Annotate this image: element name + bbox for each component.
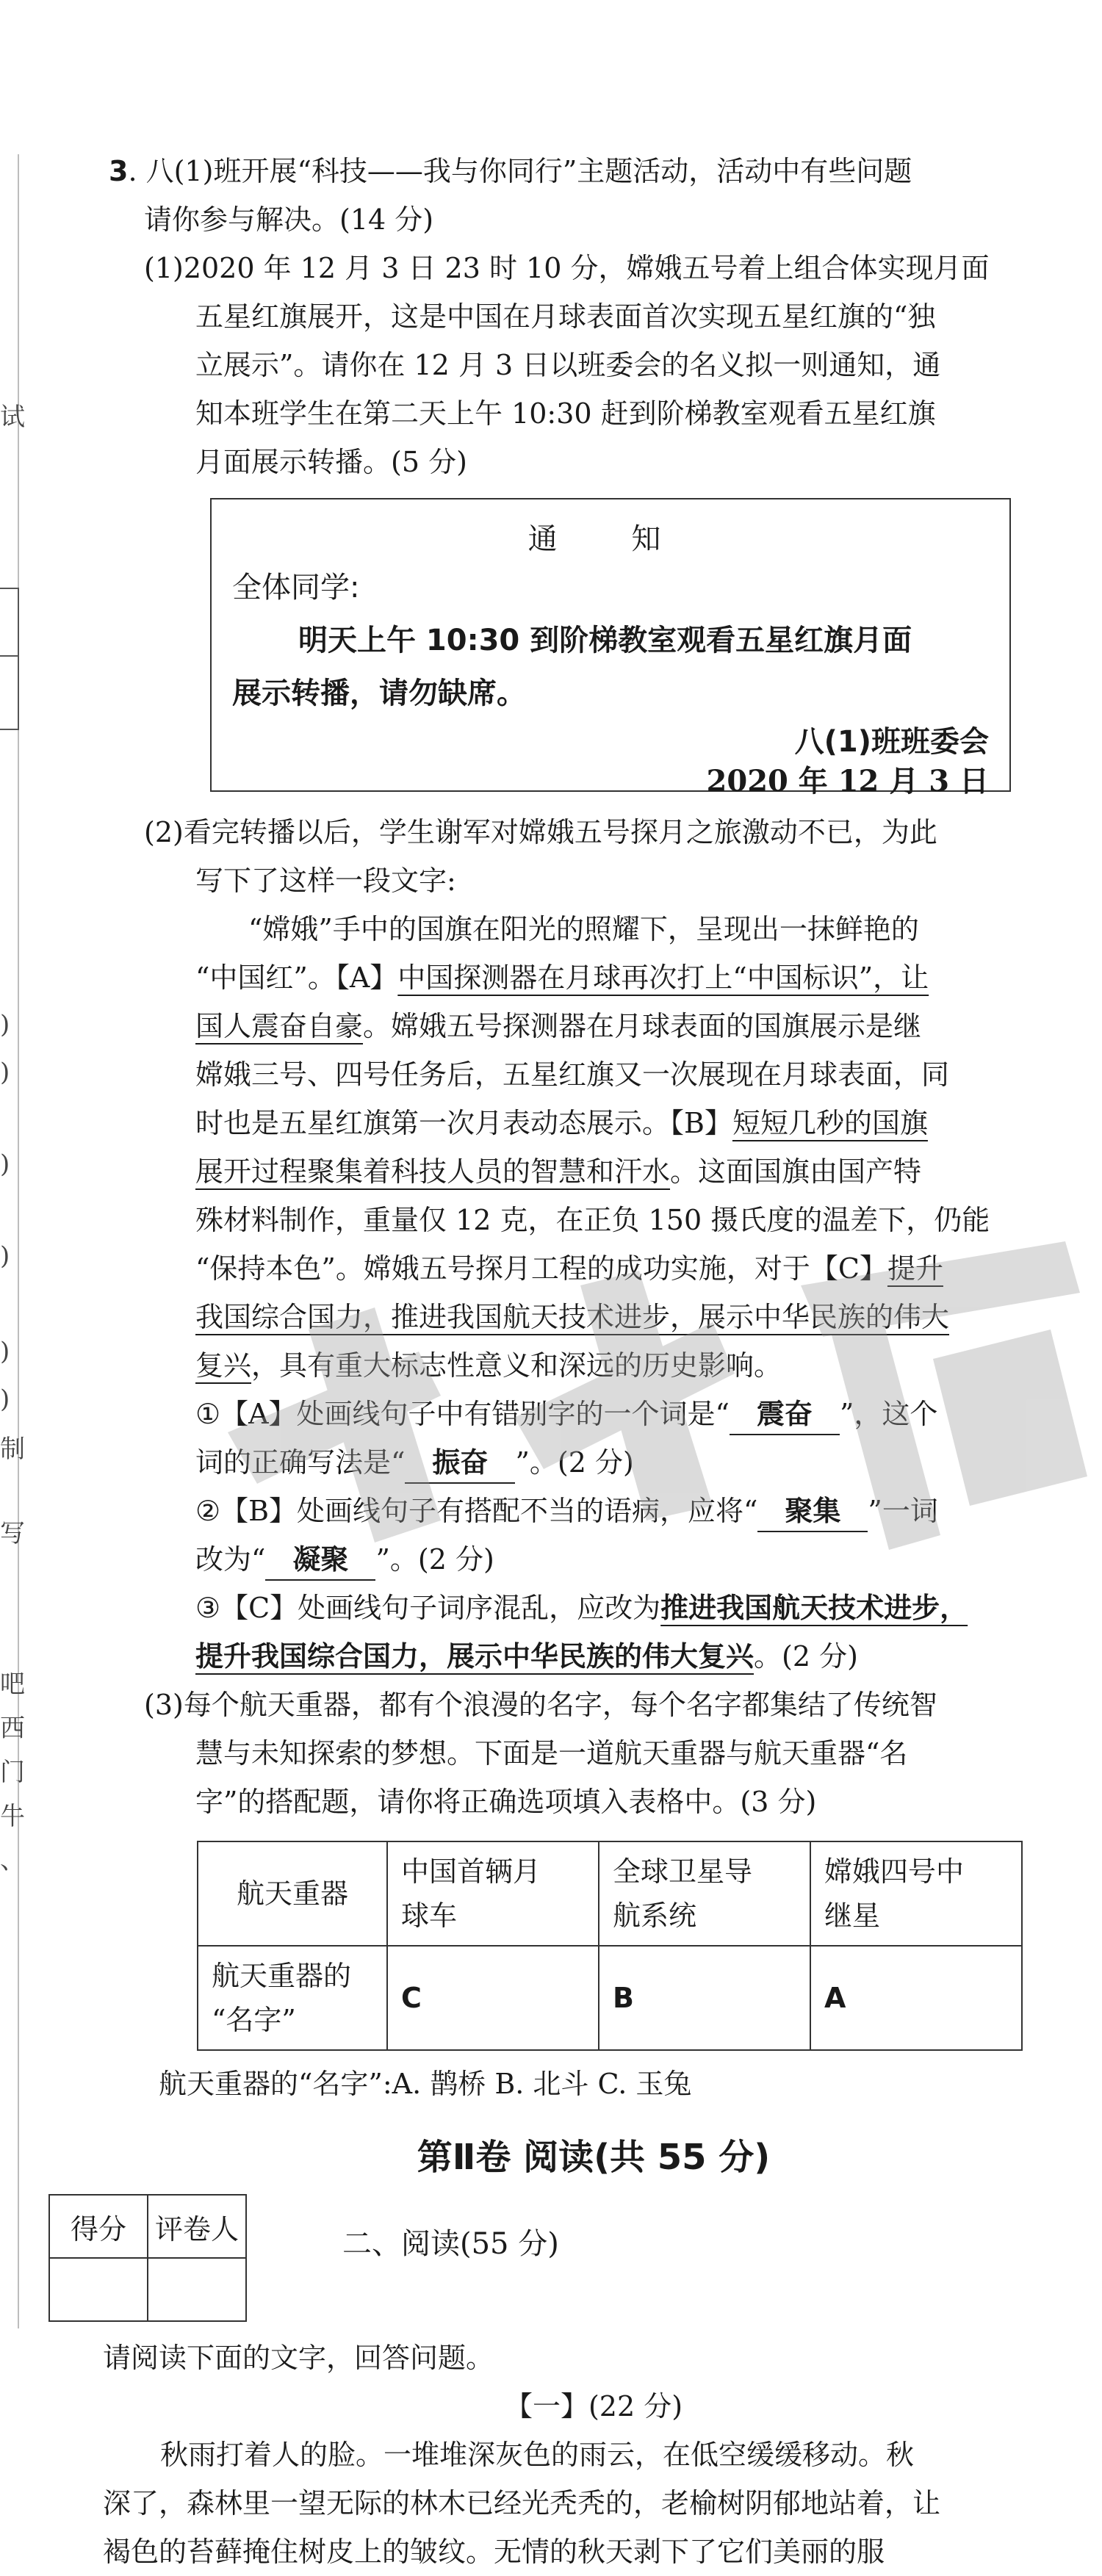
left-margin-fragment: ) xyxy=(0,1241,10,1271)
cell-text: 继星 xyxy=(824,1899,881,1932)
cell-text: 航天重器的 xyxy=(212,1960,352,1992)
sub-question-b xyxy=(109,1487,1078,1535)
question-text: 词的正确写法是“ xyxy=(195,1446,406,1479)
cell-text: 嫦娥四号中 xyxy=(824,1855,965,1888)
cell-text: 全球卫星导 xyxy=(613,1855,753,1888)
sub-question-c xyxy=(109,1584,1078,1632)
left-margin-fragment: 门 xyxy=(0,1758,25,1787)
notice-body-line: 明天上午 10:30 到阶梯教室观看五星红旗月面 xyxy=(298,624,912,657)
question-number: 3 xyxy=(109,155,129,187)
question-3-intro xyxy=(109,147,1078,195)
reading-section-label: 二、阅读(55 分) xyxy=(342,2227,559,2261)
left-margin-fragment: ) xyxy=(0,1337,10,1366)
left-margin-fragment: 试 xyxy=(0,403,25,432)
passage-line xyxy=(109,1341,1078,1390)
sub-question-c-line2 xyxy=(109,1632,1078,1681)
table-row xyxy=(198,1946,1022,2050)
answer-blank[interactable]: 振奋 xyxy=(405,1443,515,1484)
question-text: ①【A】处画线句子中有错别字的一个词是“ xyxy=(195,1398,730,1430)
question-text: ②【B】处画线句子有搭配不当的语病，应将“ xyxy=(195,1495,758,1527)
question-text: ③【C】处画线句子词序混乱，应改为 xyxy=(195,1592,661,1624)
notice-title: 通 知 xyxy=(527,522,694,556)
score-header: 得分 xyxy=(49,2195,148,2258)
passage-line: 嫦娥三号、四号任务后，五星红旗又一次展现在月球表面，同 xyxy=(195,1058,950,1091)
table-cell xyxy=(599,1841,810,1946)
part1-line: 知本班学生在第二天上午 10:30 赶到阶梯教室观看五星红旗 xyxy=(195,397,936,430)
score-area xyxy=(70,2194,1078,2334)
underlined-sentence-c: 我国综合国力，推进我国航天技术进步，展示中华民族的伟大 xyxy=(195,1301,950,1333)
passage-line xyxy=(109,1099,1078,1147)
intro-text: . 八(1)班开展“科技——我与你同行”主题活动，活动中有些问题 xyxy=(128,155,912,187)
options-line: 航天重器的“名字”:A. 鹊桥 B. 北斗 C. 玉兔 xyxy=(159,2068,692,2100)
part2-line: 写下了这样一段文字: xyxy=(195,865,456,897)
answer-cell[interactable]: A xyxy=(810,1946,1022,2050)
part3-line: (3)每个航天重器，都有个浪漫的名字，每个名字都集结了传统智 xyxy=(144,1689,937,1721)
underlined-sentence-a: 中国探测器在月球再次打上“中国标识”，让 xyxy=(397,962,929,994)
passage-line: “嫦娥”手中的国旗在阳光的照耀下，呈现出一抹鲜艳的 xyxy=(248,913,919,945)
part1-line: 五星红旗展开，这是中国在月球表面首次实现五星红旗的“独 xyxy=(195,300,936,333)
table-cell xyxy=(810,1841,1022,1946)
question-text: 。(2 分) xyxy=(754,1640,858,1673)
part2-line: (2)看完转播以后，学生谢军对嫦娥五号探月之旅激动不已，为此 xyxy=(144,816,937,848)
passage-line: 殊材料制作，重量仅 12 克，在正负 150 摄氏度的温差下，仍能 xyxy=(195,1204,990,1236)
answer-cell[interactable]: C xyxy=(387,1946,599,2050)
part3-line: 慧与未知探索的梦想。下面是一道航天重器与航天重器“名 xyxy=(195,1737,908,1769)
passage-line xyxy=(109,1293,1078,1341)
left-margin-fragment: 牛 xyxy=(0,1802,25,1831)
notice-signer: 八(1)班班委会 xyxy=(794,725,989,759)
passage-line xyxy=(109,1244,1078,1293)
table-cell xyxy=(387,1841,599,1946)
passage-text: 。这面国旗由国产特 xyxy=(670,1155,922,1188)
left-margin-fragment: ) xyxy=(0,1058,10,1087)
left-margin-box xyxy=(0,588,19,730)
matching-table xyxy=(197,1841,1023,2051)
row-header: 航天重器 xyxy=(198,1841,387,1946)
left-margin-fragment: 西 xyxy=(0,1714,25,1743)
cell-text: 中国首辆月 xyxy=(401,1855,541,1888)
answer-cell[interactable]: B xyxy=(599,1946,810,2050)
left-margin-fragment: 制 xyxy=(0,1435,25,1464)
underlined-sentence-c: 提升 xyxy=(887,1252,943,1285)
notice-body-line: 展示转播，请勿缺席。 xyxy=(232,677,526,710)
question-text: ”，这个 xyxy=(839,1398,938,1430)
answer-blank[interactable]: 提升我国综合国力，展示中华民族的伟大复兴 xyxy=(195,1640,755,1673)
passage-text: “中国红”。【A】 xyxy=(195,962,398,994)
answer-blank[interactable]: 推进我国航天技术进步， xyxy=(660,1592,968,1624)
notice-greeting: 全体同学: xyxy=(232,571,360,605)
notice-answer-box xyxy=(210,498,1011,798)
part1-line: (1)2020 年 12 月 3 日 23 时 10 分，嫦娥五号着上组合体实现月面 xyxy=(144,252,990,284)
sub-question-a-line2 xyxy=(109,1438,1078,1487)
left-margin-fragment: ) xyxy=(0,1010,10,1039)
reading-passage-line: 褐色的苔藓掩住树皮上的皱纹。无情的秋天剥下了它们美丽的服 xyxy=(103,2536,885,2568)
section-title: 第Ⅱ卷 阅读(共 55 分) xyxy=(417,2137,771,2178)
score-table xyxy=(48,2194,247,2322)
question-text: ”。(2 分) xyxy=(515,1446,634,1479)
notice-date: 2020 年 12 月 3 日 xyxy=(706,764,989,798)
reading-passage-line: 深了，森林里一望无际的林木已经光秃秃的，老榆树阴郁地站着，让 xyxy=(103,2487,941,2519)
underlined-sentence-b: 短短几秒的国旗 xyxy=(732,1107,928,1139)
underlined-sentence-a: 国人震奋自豪 xyxy=(195,1010,364,1042)
row-header xyxy=(198,1946,387,2050)
cell-text: “名字” xyxy=(212,2004,296,2036)
part1-line: 月面展示转播。(5 分) xyxy=(195,446,467,478)
passage-title: 【一】(22 分) xyxy=(504,2390,683,2422)
grader-cell[interactable] xyxy=(148,2258,246,2321)
left-margin-fragment: 、 xyxy=(0,1846,25,1875)
question-text: ”。(2 分) xyxy=(375,1543,494,1576)
question-content xyxy=(70,147,1078,2576)
left-margin-fragment: ) xyxy=(0,1150,10,1179)
reading-passage-line: 秋雨打着人的脸。一堆堆深灰色的雨云，在低空缓缓移动。秋 xyxy=(160,2439,915,2471)
cell-text: 球车 xyxy=(401,1899,458,1932)
part1-line: 立展示”。请你在 12 月 3 日以班委会的名义拟一则通知，通 xyxy=(195,349,941,381)
sub-question-b-line2 xyxy=(109,1535,1078,1584)
score-cell[interactable] xyxy=(49,2258,148,2321)
left-margin-fragment: ) xyxy=(0,1385,10,1414)
passage-line xyxy=(109,1147,1078,1196)
sub-question-a xyxy=(109,1390,1078,1438)
passage-text: 。嫦娥五号探测器在月球表面的国旗展示是继 xyxy=(363,1010,922,1042)
grader-header: 评卷人 xyxy=(148,2195,246,2258)
passage-line xyxy=(109,953,1078,1002)
intro-line-2: 请你参与解决。(14 分) xyxy=(144,203,434,236)
left-margin-fragment: 写 xyxy=(0,1519,25,1548)
passage-text: ，具有重大标志性意义和深远的历史影响。 xyxy=(251,1349,782,1382)
passage-line xyxy=(109,1002,1078,1050)
cell-text: 航系统 xyxy=(613,1899,697,1932)
underlined-sentence-c: 复兴 xyxy=(195,1349,252,1382)
question-text: ”一词 xyxy=(868,1495,938,1527)
underlined-sentence-b: 展开过程聚集着科技人员的智慧和汗水 xyxy=(195,1155,671,1188)
left-margin-fragment: 吧 xyxy=(0,1670,25,1699)
answer-blank[interactable]: 聚集 xyxy=(757,1491,868,1532)
part3-line: 字”的搭配题，请你将正确选项填入表格中。(3 分) xyxy=(195,1786,817,1818)
answer-blank[interactable]: 震奋 xyxy=(730,1394,840,1435)
question-text: 改为“ xyxy=(195,1543,266,1576)
answer-blank[interactable]: 凝聚 xyxy=(265,1540,375,1581)
passage-text: “保持本色”。嫦娥五号探月工程的成功实施，对于【C】 xyxy=(195,1252,887,1285)
reading-instruction: 请阅读下面的文字，回答问题。 xyxy=(103,2342,494,2374)
passage-text: 时也是五星红旗第一次月表动态展示。【B】 xyxy=(195,1107,732,1139)
table-row xyxy=(198,1841,1022,1946)
